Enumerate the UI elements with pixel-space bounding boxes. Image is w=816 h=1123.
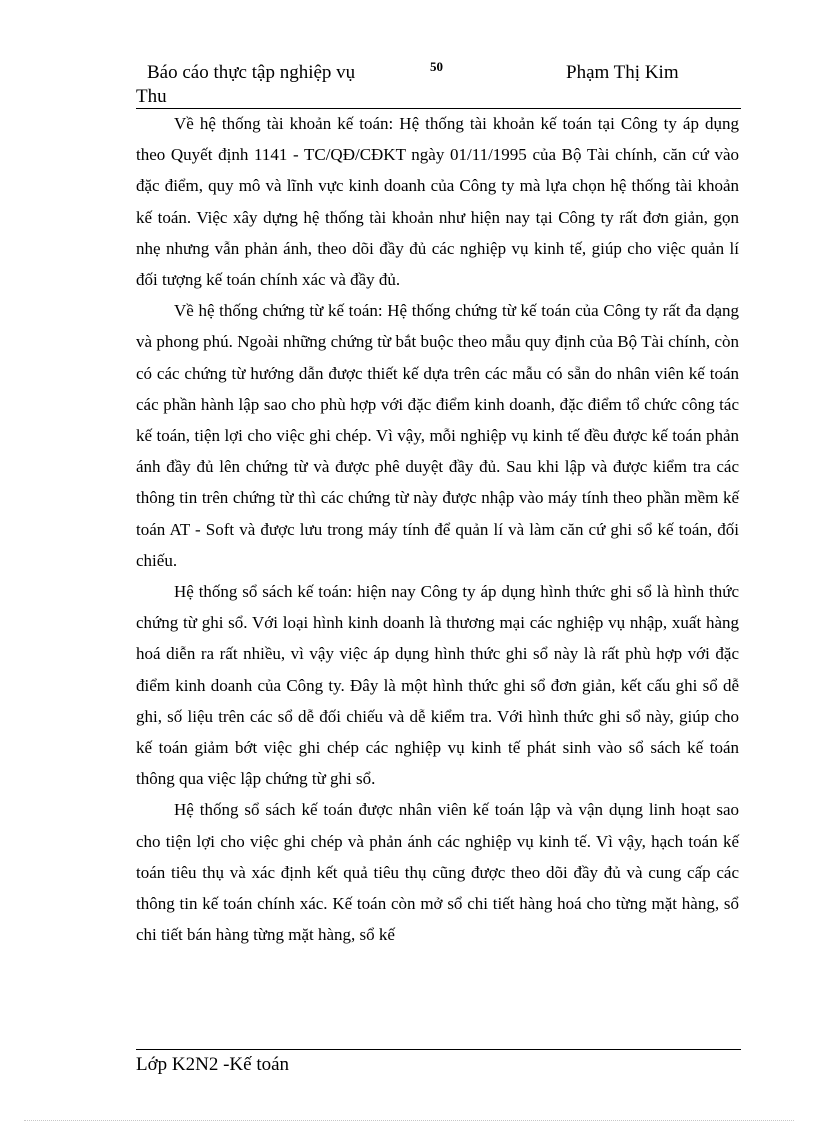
page-header — [136, 58, 741, 108]
footer-rule — [136, 1049, 741, 1050]
page-footer — [136, 1054, 289, 1076]
page-number: 50 — [430, 59, 443, 74]
paragraph-account-system: Về hệ thống tài khoản kế toán: Hệ thống tài khoản kế toán tại Công ty áp dụng theo Quyết định 1141 - TC/QĐ/CĐKT ngày 01/11/1995 của Bộ Tài chính, căn cứ vào đặc điểm, quy mô và lĩnh vực kinh doanh của Công ty mà lựa chọn hệ thống tài khoản kế toán. Việc xây dựng hệ thống tài khoản như hiện nay tại Công ty rất đơn giản, gọn nhẹ nhưng vẫn phản ánh, theo dõi đầy đủ các nghiệp vụ kinh tế, giúp cho việc quản lí đối tượng kế toán chính xác và đầy đủ. — [136, 114, 739, 290]
paragraph-voucher-system: Về hệ thống chứng từ kế toán: Hệ thống chứng từ kế toán của Công ty rất đa dạng và phong phú. Ngoài những chứng từ bắt buộc theo mẫu quy định của Bộ Tài chính, còn có các chứng từ hướng dẫn được thiết kế dựa trên các mẫu có sẵn do nhân viên kế toán các phần hành lập sao cho phù hợp với đặc điểm kinh doanh, đặc điểm tổ chức công tác kế toán, tiện lợi cho việc ghi chép. Vì vậy, mỗi nghiệp vụ kinh tế đều được kế toán phản ánh đầy đủ lên chứng từ và được phê duyệt đầy đủ. Sau khi lập và được kiểm tra các thông tin trên chứng từ thì các chứng từ này được nhập vào máy tính theo phần mềm kế toán AT - Soft và được lưu trong máy tính để quản lí và làm căn cứ ghi sổ kế toán, đối chiếu. — [136, 301, 739, 570]
paragraph-ledger-system: Hệ thống sổ sách kế toán: hiện nay Công ty áp dụng hình thức ghi sổ là hình thức chứng từ ghi sổ. Với loại hình kinh doanh là thương mại các nghiệp vụ nhập, xuất hàng hoá diễn ra rất nhiều, vì vậy việc áp dụng hình thức ghi sổ này là rất phù hợp với đặc điểm kinh doanh của Công ty. Đây là một hình thức ghi sổ đơn giản, kết cấu ghi sổ dễ ghi, số liệu trên các sổ dễ đối chiếu và dễ kiểm tra. Với hình thức ghi sổ này, giúp cho kế toán giảm bớt việc ghi chép các nghiệp vụ kinh tế phát sinh vào sổ sách kế toán thông qua việc lập chứng từ ghi sổ. — [136, 582, 739, 789]
class-label: Lớp K2N2 -Kế toán — [136, 1054, 290, 1075]
report-title: Báo cáo thực tập nghiệp vụ — [147, 62, 356, 83]
paragraph-ledger-usage: Hệ thống sổ sách kế toán được nhân viên kế toán lập và vận dụng linh hoạt sao cho tiện lợi cho việc ghi chép và phản ánh các nghiệp vụ kinh tế. Vì vậy, hạch toán kế toán tiêu thụ và xác định kết quả tiêu thụ cũng được theo dõi đầy đủ và cung cấp các thông tin kế toán chính xác. Kế toán còn mở sổ chi tiết hàng hoá cho từng mặt hàng, sổ chi tiết bán hàng từng mặt hàng, sổ kế — [136, 800, 739, 945]
document-body — [136, 108, 739, 950]
page-edge-divider — [24, 1120, 794, 1121]
author-name: Phạm Thị Kim — [566, 62, 679, 83]
author-name-continuation: Thu — [136, 86, 167, 107]
